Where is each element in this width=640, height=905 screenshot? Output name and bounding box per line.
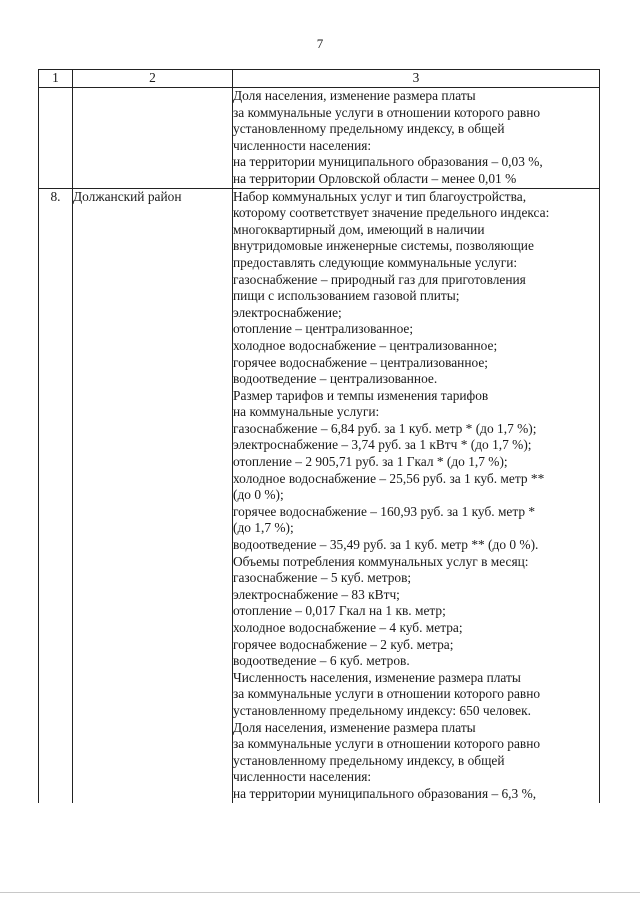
text-line: Набор коммунальных услуг и тип благоустройства, [233, 188, 527, 204]
text-line: установленному предельному индексу, в общей [233, 121, 505, 137]
text-line: электроснабжение – 83 кВтч; [233, 586, 400, 602]
table-row-dolzhansky [39, 188, 600, 802]
text-line: Объемы потребления коммунальных услуг в месяц: [233, 553, 529, 569]
text-line: горячее водоснабжение – централизованное; [233, 354, 489, 370]
column-header-2: 2 [73, 70, 233, 88]
text-line: установленному предельному индексу, в общей [233, 752, 505, 768]
text-line: численности населения: [233, 137, 372, 153]
text-line: холодное водоснабжение – централизованное; [233, 337, 498, 353]
text-line: которому соответствует значение предельного индекса: [233, 205, 550, 221]
text-line: многоквартирный дом, имеющий в наличии [233, 221, 485, 237]
description-cell [233, 88, 600, 189]
text-line: предоставлять следующие коммунальные услуги: [233, 254, 518, 270]
text-line: за коммунальные услуги в отношении которого равно [233, 686, 541, 702]
text-line: отопление – централизованное; [233, 321, 414, 337]
text-line: (до 0 %); [233, 487, 284, 503]
column-header-1: 1 [39, 70, 73, 88]
text-line: горячее водоснабжение – 160,93 руб. за 1 куб. метр * [233, 503, 536, 519]
text-line: электроснабжение – 3,74 руб. за 1 кВтч * (до 1,7 %); [233, 437, 532, 453]
text-line: на территории Орловской области – менее 0,01 % [233, 170, 517, 186]
text-line: (до 1,7 %); [233, 520, 294, 536]
district-name-cell: Должанский район [73, 188, 233, 802]
table-header-row [39, 70, 600, 88]
text-line: холодное водоснабжение – 25,56 руб. за 1 куб. метр ** [233, 470, 545, 486]
text-line: Доля населения, изменение размера платы [233, 719, 476, 735]
text-line: водоотведение – 6 куб. метров. [233, 653, 410, 669]
column-header-3: 3 [233, 70, 600, 88]
bottom-scan-rule [0, 892, 640, 893]
text-line: Доля населения, изменение размера платы [233, 88, 476, 103]
text-line: установленному предельному индексу: 650 человек. [233, 702, 531, 718]
row-number-cell: 8. [39, 188, 73, 802]
text-line: отопление – 0,017 Гкал на 1 кв. метр; [233, 603, 446, 619]
text-line: горячее водоснабжение – 2 куб. метра; [233, 636, 454, 652]
table-row-continued [39, 88, 600, 189]
text-line: на территории муниципального образования – 0,03 %, [233, 154, 543, 170]
text-line: отопление – 2 905,71 руб. за 1 Гкал * (до 1,7 %); [233, 454, 508, 470]
text-line: внутридомовые инженерные системы, позволяющие [233, 238, 534, 254]
page-number: 7 [316, 36, 324, 51]
text-line: пищи с использованием газовой плиты; [233, 288, 460, 304]
document-table [38, 69, 600, 803]
text-line: Численность населения, изменение размера платы [233, 669, 521, 685]
text-line: за коммунальные услуги в отношении которого равно [233, 104, 541, 120]
text-line: за коммунальные услуги в отношении которого равно [233, 736, 541, 752]
text-line: газоснабжение – природный газ для приготовления [233, 271, 526, 287]
text-line: численности населения: [233, 769, 372, 785]
description-cell [233, 188, 600, 802]
text-line: водоотведение – 35,49 руб. за 1 куб. метр ** (до 0 %). [233, 537, 539, 553]
text-line: газоснабжение – 5 куб. метров; [233, 570, 412, 586]
text-line: на коммунальные услуги: [233, 404, 380, 420]
text-line: на территории муниципального образования – 6,3 %, [233, 785, 537, 801]
text-line: газоснабжение – 6,84 руб. за 1 куб. метр * (до 1,7 %); [233, 420, 537, 436]
text-line: электроснабжение; [233, 304, 342, 320]
text-line: Размер тарифов и темпы изменения тарифов [233, 387, 489, 403]
text-line: холодное водоснабжение – 4 куб. метра; [233, 620, 463, 635]
district-name-cell [73, 88, 233, 189]
table-body [39, 70, 600, 803]
row-number-cell [39, 88, 73, 189]
text-line: водоотведение – централизованное. [233, 371, 438, 387]
